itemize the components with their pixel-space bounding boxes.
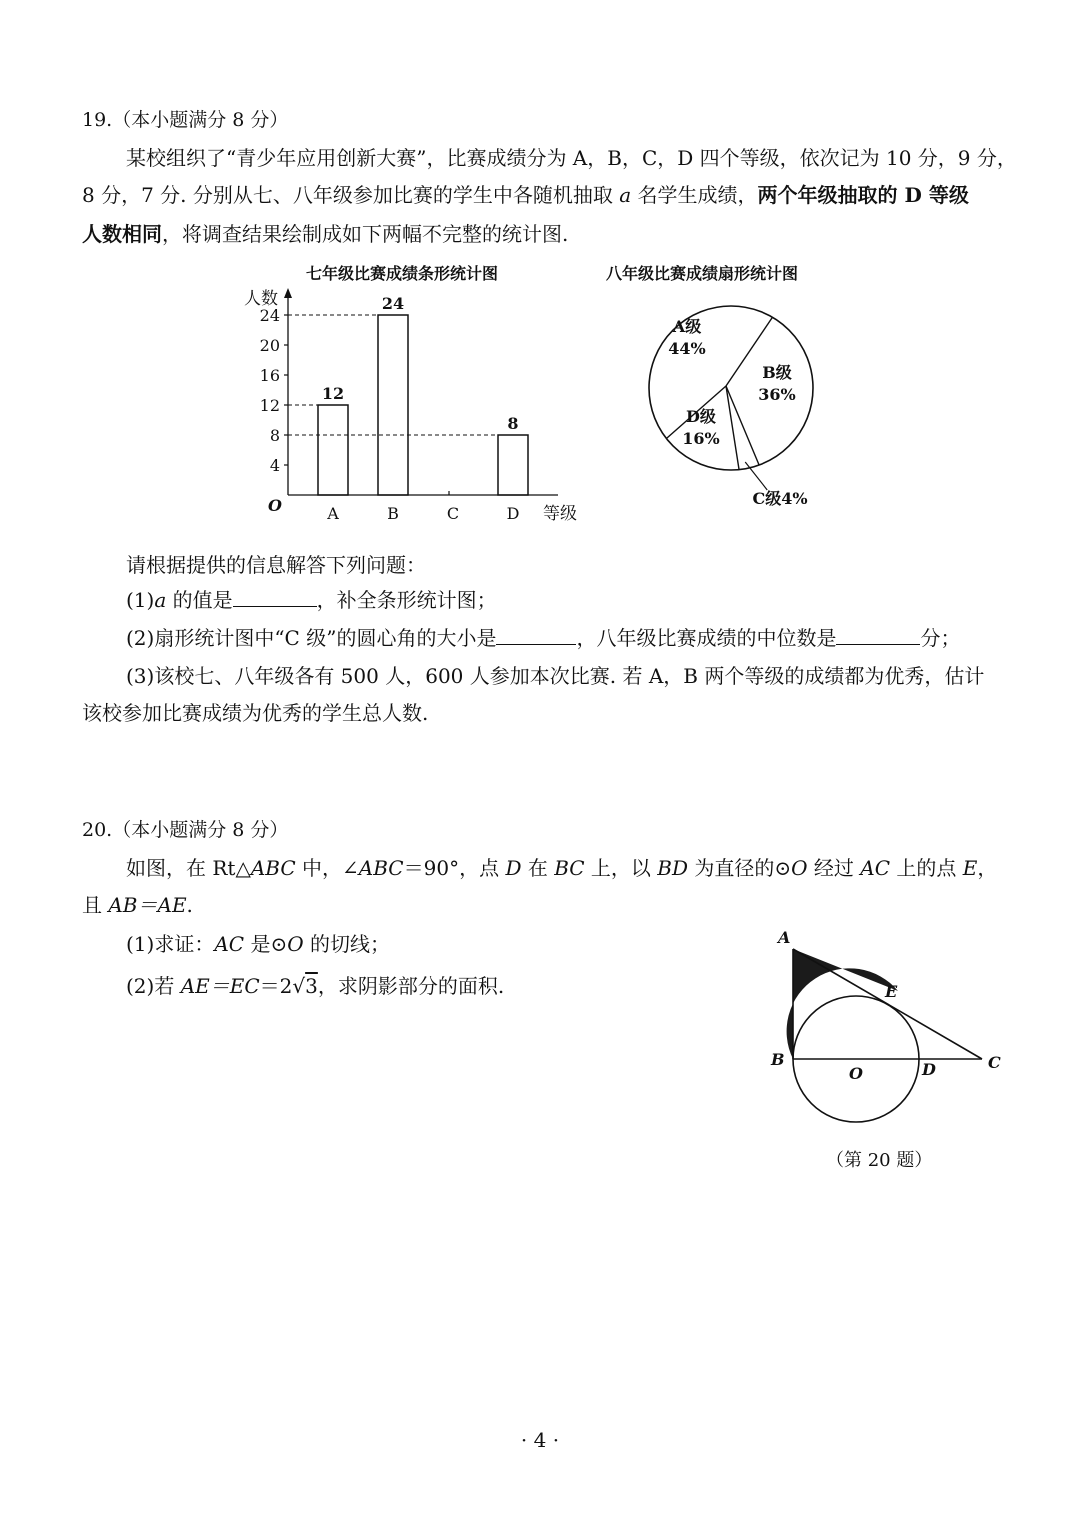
x-tick-label: A [327, 504, 339, 523]
var-a: a [619, 183, 632, 207]
q19-part2-text: ，八年级比赛成绩的中位数是 [576, 626, 837, 650]
q19-part3-line1: (3)该校七、八年级各有 500 人，600 人参加本次比赛. 若 A，B 两个等级的成绩都为优秀，估计 [126, 664, 985, 688]
pie-slice-callout-label: C级4% [752, 489, 808, 508]
point-d-label: D [922, 1060, 936, 1079]
y-tick-label: 8 [269, 426, 280, 445]
y-tick-label: 4 [269, 456, 280, 475]
q20-math: AC [214, 932, 245, 956]
pie-slice-edge [726, 386, 739, 470]
bar [498, 435, 528, 495]
pie-slice-value: 44% [668, 339, 706, 358]
bar-chart [230, 280, 600, 530]
answer-blank[interactable] [836, 626, 920, 645]
q20-math: BD [657, 856, 689, 880]
q19-part2-text: (2)扇形统计图中“C 级”的圆心角的大小是 [126, 626, 497, 650]
pie-slice-value: 36% [758, 385, 796, 404]
pie-chart [620, 280, 850, 520]
pie-slice-label: B级 [762, 363, 792, 382]
bar [318, 405, 348, 495]
q19-intro-bold: 两个年级抽取的 D 等级 [757, 183, 969, 207]
q20-text: 上，以 [584, 856, 658, 880]
point-e-label: E [885, 982, 898, 1001]
q20-math: ABC [358, 856, 404, 880]
q19-part3-line2: 该校参加比赛成绩为优秀的学生总人数. [82, 701, 429, 725]
q20-text: 上的点 [890, 856, 963, 880]
y-tick-label: 20 [259, 336, 280, 355]
q19-intro-line1: 某校组织了“青少年应用创新大赛”，比赛成绩分为 A，B，C，D 四个等级，依次记为 10 分，9 分， [126, 146, 1017, 170]
q19-part1-text: ，补全条形统计图； [316, 588, 497, 612]
segment-ac [793, 949, 982, 1059]
var-a: a [154, 588, 167, 612]
q20-text: 的切线； [303, 932, 390, 956]
x-tick-label: B [387, 504, 399, 523]
origin-label: O [268, 496, 282, 515]
q20-text: ， [977, 856, 998, 880]
bar-chart-title: 七年级比赛成绩条形统计图 [306, 264, 499, 283]
q20-text: ＝2 [259, 974, 293, 998]
y-tick-label: 16 [259, 366, 280, 385]
pie-chart-title: 八年级比赛成绩扇形统计图 [606, 264, 799, 283]
q20-text: 如图，在 Rt△ [126, 856, 251, 880]
q20-math: E [962, 856, 978, 880]
shaded-region [787, 949, 898, 1059]
bar-value-label: 12 [321, 384, 345, 403]
q19-part1-text: 的值是 [166, 588, 233, 612]
q20-text: 中，∠ [295, 856, 359, 880]
q19-part2-text: 分； [920, 626, 961, 650]
figure-caption: （第 20 题） [826, 1150, 933, 1171]
q20-text-line1 [126, 854, 997, 882]
q20-text: 且 [82, 893, 109, 917]
pie-slice-label: A级 [672, 317, 702, 336]
q19-intro-text: 8 分，7 分. 分别从七、八年级参加比赛的学生中各随机抽取 [82, 183, 620, 207]
sqrt-sign: √ [292, 974, 306, 998]
q20-math: AB＝AE [108, 893, 187, 917]
pie-slice-edge [726, 386, 759, 465]
q20-header: 20.（本小题满分 8 分） [82, 819, 289, 841]
q19-part2 [126, 624, 960, 652]
q20-text: 经过 [807, 856, 861, 880]
q20-part1 [126, 930, 390, 958]
geometry-figure [760, 925, 1020, 1135]
bar-value-label: 8 [507, 414, 519, 433]
q19-prompt: 请根据提供的信息解答下列问题： [126, 553, 426, 577]
q20-math: BC [554, 856, 585, 880]
q20-text: ＝90°，点 [403, 856, 506, 880]
x-tick-label: D [506, 504, 520, 523]
q19-intro-text: ，将调查结果绘制成如下两幅不完整的统计图. [162, 222, 569, 246]
answer-blank[interactable] [233, 588, 317, 607]
q19-intro-line2 [82, 181, 969, 209]
q19-header: 19.（本小题满分 8 分） [82, 109, 289, 131]
q20-text: (2)若 [126, 974, 181, 998]
q20-math: O [791, 856, 808, 880]
y-axis-label: 人数 [244, 289, 278, 309]
q20-text: 是⊙ [244, 932, 288, 956]
q20-text: . [186, 893, 193, 917]
pie-slice-label: D级 [686, 407, 716, 426]
point-a-label: A [778, 928, 791, 947]
q20-math: O [287, 932, 304, 956]
point-b-label: B [771, 1050, 785, 1069]
q20-text: (1)求证： [126, 932, 215, 956]
y-axis-arrow [284, 288, 292, 298]
bar [378, 315, 408, 495]
q20-math: D [505, 856, 522, 880]
q19-intro-bold: 人数相同 [82, 222, 162, 246]
x-axis-label: 等级 [543, 504, 577, 524]
bar-value-label: 24 [381, 294, 405, 313]
y-tick-label: 24 [259, 306, 280, 325]
q19-intro-line3 [82, 220, 568, 248]
q19-part1-text: (1) [126, 588, 155, 612]
q19-part1 [126, 586, 497, 614]
q20-text: 在 [521, 856, 555, 880]
q20-math: AE＝EC [180, 974, 260, 998]
point-c-label: C [988, 1053, 1001, 1072]
q20-math: ABC [250, 856, 296, 880]
x-tick-label: C [446, 504, 460, 523]
y-tick-label: 12 [259, 396, 280, 415]
q20-math: AC [860, 856, 891, 880]
q19-intro-text: 名学生成绩， [631, 183, 758, 207]
q20-text: 为直径的⊙ [688, 856, 792, 880]
pie-slice-value: 16% [682, 429, 720, 448]
q20-text: ，求阴影部分的面积. [317, 974, 505, 998]
point-o-label: O [849, 1064, 863, 1083]
q20-text-line2 [82, 891, 193, 919]
answer-blank[interactable] [496, 626, 576, 645]
q20-part2 [126, 972, 504, 1000]
sqrt-radicand: 3 [305, 974, 318, 998]
page-number: · 4 · [520, 1428, 560, 1452]
